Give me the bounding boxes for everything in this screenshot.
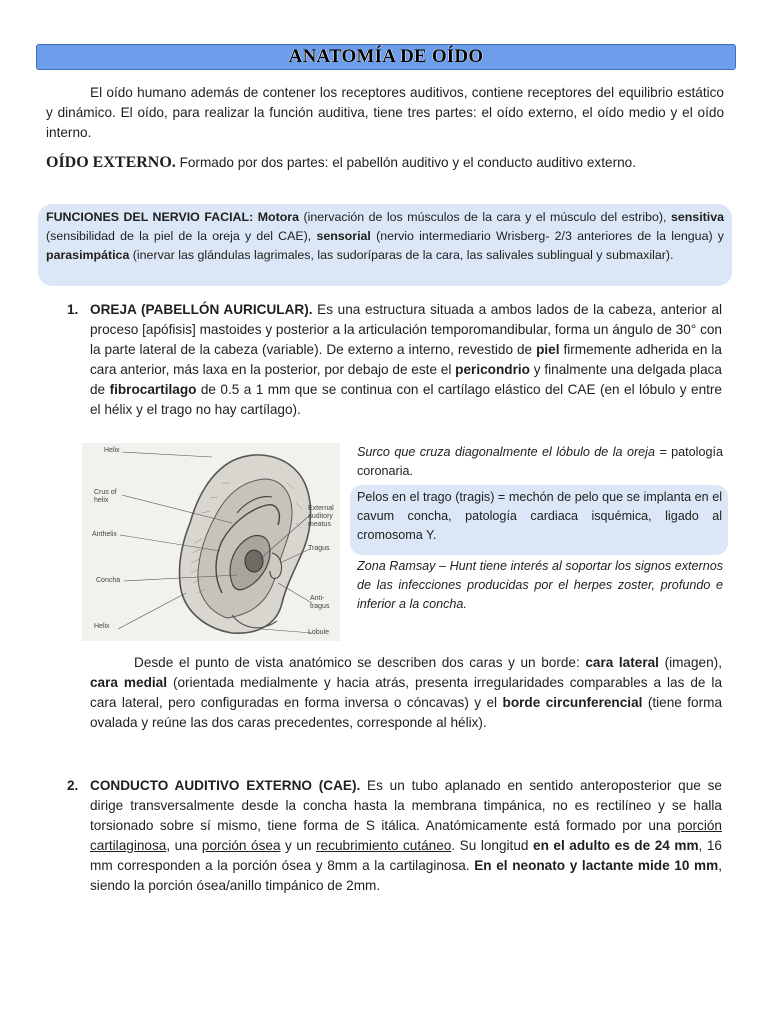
term-cara-lateral: cara lateral [585, 655, 659, 670]
section-1-heading: OREJA (PABELLÓN AURICULAR). [90, 302, 313, 317]
label-concha: Concha [96, 577, 121, 584]
note-ramsay-hunt: Zona Ramsay – Hunt tiene interés al soportar los signos externos de las infecciones producidas por el herpes zoster, profundo e inferior a la concha. [357, 559, 723, 611]
section-1-text: firmemente adherida en la cara anterior, más laxa en la posterior, por debajo de este el [90, 342, 722, 377]
section-2-heading: CONDUCTO AUDITIVO EXTERNO (CAE). [90, 778, 361, 793]
note-surco [357, 443, 723, 481]
section-2-text: . Su longitud [451, 838, 534, 853]
page-title: ANATOMÍA DE OÍDO [288, 46, 484, 67]
label-antitragus: Anti- tragus [310, 595, 330, 610]
note-pelos-box [350, 485, 728, 555]
term-fibrocartilago: fibrocartilago [109, 382, 197, 397]
term-adulto-length: en el adulto es de 24 mm [533, 838, 699, 853]
label-tragus: Tragus [308, 545, 330, 552]
intro-paragraph: El oído humano además de contener los receptores auditivos, contiene receptores del equilibrio estático y dinámico. El oído, para realizar la función auditiva, tiene tres partes: el oído externo, el oído medio y el oído interno. [46, 85, 724, 140]
caras-text: (imagen), [658, 655, 722, 670]
facial-nerve-label: FUNCIONES DEL NERVIO FACIAL: [46, 210, 258, 224]
sensorial-text: (nervio intermediario Wrisberg- 2/3 anteriores de la lengua) y [370, 229, 724, 243]
section-2-number: 2. [67, 778, 79, 793]
term-porcion-osea: porción ósea [201, 838, 281, 853]
parasimpatica-label: parasimpática [46, 248, 130, 262]
note-surco-italic: Surco que cruza diagonalmente el lóbulo de la oreja = [357, 445, 667, 459]
section-2-paragraph [90, 776, 722, 896]
sensitiva-label: sensitiva [670, 210, 724, 224]
facial-nerve-box [38, 204, 732, 286]
parasimpatica-text: (inervar las glándulas lagrimales, las sudoríparas de la cara, las salivales sublingual y submaxilar). [129, 248, 674, 262]
term-porcion-cartilaginosa: porción cartilaginosa [90, 818, 722, 853]
label-antihelix: Anthelix [92, 531, 117, 538]
term-recubrimiento-cutaneo: recubrimiento cutáneo [316, 838, 452, 853]
caras-text: (orientada medialmente y hacia atrás, presenta irregularidades comparables a las de la cara lateral, pero configuradas en forma inversa o cóncavas) y el [90, 675, 723, 710]
ear-illustration [82, 443, 340, 641]
motora-text: (inervación de los músculos de la cara y el músculo del estribo), [299, 210, 671, 224]
section-1-paragraph [90, 300, 722, 420]
outer-ear-text: Formado por dos partes: el pabellón auditivo y el conducto auditivo externo. [175, 155, 636, 170]
section-2-text: , 16 mm corresponden a la porción ósea y 8mm a la cartilaginosa. [90, 838, 722, 873]
label-helix-bottom: Helix [94, 623, 110, 630]
section-2-text: , una [166, 838, 202, 853]
term-piel: piel [536, 342, 560, 357]
label-external-meatus: External auditory meatus [308, 505, 334, 528]
section-2-text: , siendo la porción ósea/anillo timpánico de 2mm. [90, 858, 723, 893]
sensorial-label: sensorial [316, 229, 371, 243]
label-crus-helix: Crus of helix [94, 489, 117, 504]
caras-text: (tiene forma ovalada y reúne las dos caras precedentes, corresponde al hélix). [90, 695, 723, 730]
term-pericondrio: pericondrio [455, 362, 530, 377]
note-surco-rest: patología coronaria. [357, 445, 723, 478]
section-1-text: y finalmente una delgada placa de [90, 362, 722, 397]
motora-label: Motora [257, 210, 300, 224]
section-1-text: de 0.5 a 1 mm que se continua con el cartílago elástico del CAE (en el lóbulo y entre el hélix y el trago no hay cartílago). [90, 382, 722, 417]
ear-drawing [82, 443, 340, 641]
outer-ear-heading: OÍDO EXTERNO. [46, 154, 176, 171]
label-lobule: Lobule [308, 629, 330, 636]
section-2-text: y un [280, 838, 317, 853]
outer-ear-line [46, 153, 726, 173]
label-helix-top: Helix [104, 447, 120, 454]
section-1-number: 1. [67, 302, 79, 317]
term-borde-circunferencial: borde circunferencial [502, 695, 643, 710]
title-banner [36, 44, 736, 70]
term-cara-medial: cara medial [90, 675, 167, 690]
note-pelos: Pelos en el trago (tragis) = mechón de pelo que se implanta en el cavum concha, patología cardiaca isquémica, ligado al cromosoma Y. [357, 490, 722, 542]
caras-text: Desde el punto de vista anatómico se describen dos caras y un borde: [134, 655, 586, 670]
section-2-text: Es un tubo aplanado en sentido anteroposterior que se dirige transversalmente desde la concha hasta la membrana timpánica, no es rectilíneo y se halla torsionado sobre sí mismo, tiene forma de S itálica. Anatómicamente está formado por una [90, 778, 722, 833]
caras-paragraph [90, 653, 722, 733]
term-neonato-length: En el neonato y lactante mide 10 mm [474, 858, 719, 873]
section-1-text: Es una estructura situada a ambos lados de la cabeza, anterior al proceso [apófisis] mastoides y posterior a la articulación temporomandibular, forma un ángulo de 30° con la parte lateral de la cabeza (variable). De externo a interno, revestido de [90, 302, 722, 357]
sensitiva-text: (sensibilidad de la piel de la oreja y del CAE), [46, 229, 317, 243]
